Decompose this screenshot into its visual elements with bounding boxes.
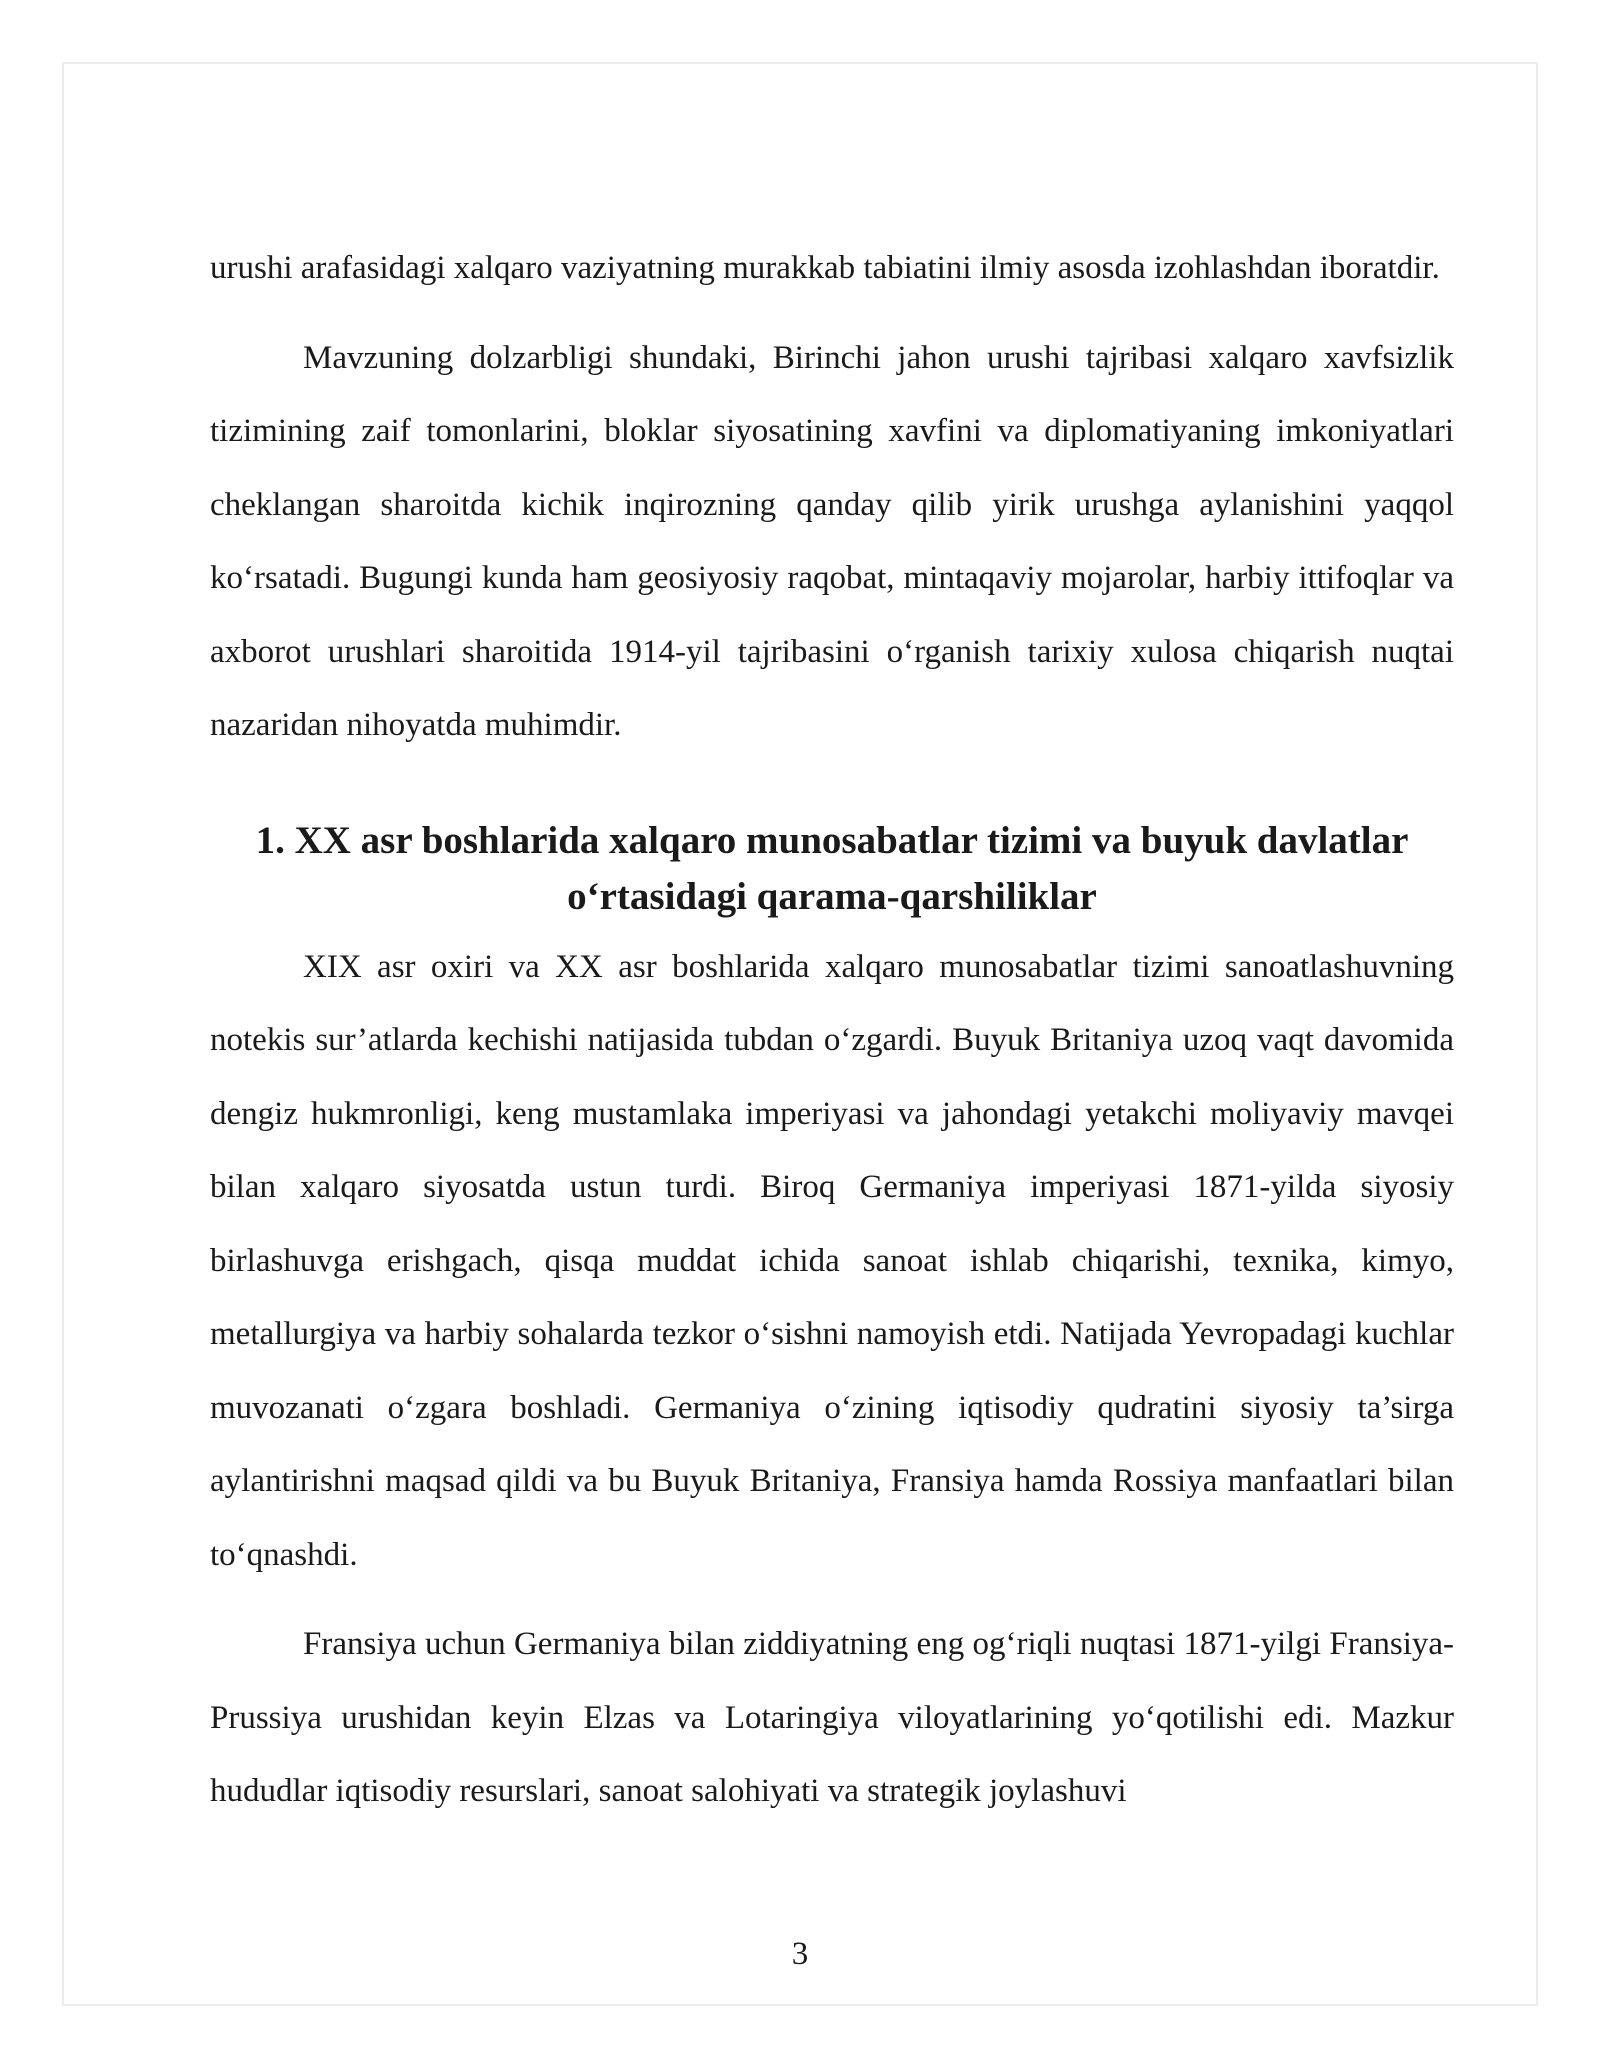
paragraph-intro-continuation: urushi arafasidagi xalqaro vaziyatning murakkab tabiatini ilmiy asosda izohlashdan iboratdir. [210,250,1440,286]
page-number: 3 [791,1936,809,1972]
paragraph-international-system: XIX asr oxiri va XX asr boshlarida xalqaro munosabatlar tizimi sanoatlashuvning notekis sur’atlarda kechishi natijasida tubdan oʻzgardi. Buyuk Britaniya uzoq vaqt davomida dengiz hukmronligi, keng mustamlaka imperiyasi va jahondagi yetakchi moliyaviy mavqei bilan xalqaro siyosatda ustun turdi. Biroq Germaniya imperiyasi 1871-yilda siyosiy birlashuvga erishgach, qisqa muddat ichida sanoat ishlab chiqarishi, texnika, kimyo, metallurgiya va harbiy sohalarda tezkor oʻsishni namoyish etdi. Natijada Yevropadagi kuchlar muvozanati oʻzgara boshladi. Germaniya oʻzining iqtisodiy qudratini siyosiy ta’sirga aylantirishni maqsad qildi va bu Buyuk Britaniya, Fransiya hamda Rossiya manfaatlari bilan toʻqnashdi. [210,948,1454,1573]
document-page [62,62,1538,2006]
section-heading: 1. XX asr boshlarida xalqaro munosabatlar tizimi va buyuk davlatlar oʻrtasidagi qarama-qarshiliklar [255,818,1409,918]
paragraph-france-germany: Fransiya uchun Germaniya bilan ziddiyatning eng ogʻriqli nuqtasi 1871-yilgi Fransiya-Prussiya urushidan keyin Elzas va Lotaringiya viloyatlarining yoʻqotilishi edi. Mazkur hududlar iqtisodiy resurslari, sanoat salohiyati va strategik joylashuvi [210,1626,1454,1809]
paragraph-relevance: Mavzuning dolzarbligi shundaki, Birinchi jahon urushi tajribasi xalqaro xavfsizlik tizimining zaif tomonlarini, bloklar siyosatining xavfini va diplomatiyaning imkoniyatlari cheklangan sharoitda kichik inqirozning qanday qilib yirik urushga aylanishini yaqqol koʻrsatadi. Bugungi kunda ham geosiyosiy raqobat, mintaqaviy mojarolar, harbiy ittifoqlar va axborot urushlari sharoitida 1914-yil tajribasini oʻrganish tarixiy xulosa chiqarish nuqtai nazaridan nihoyatda muhimdir. [210,339,1454,743]
page-body [210,232,1454,1829]
